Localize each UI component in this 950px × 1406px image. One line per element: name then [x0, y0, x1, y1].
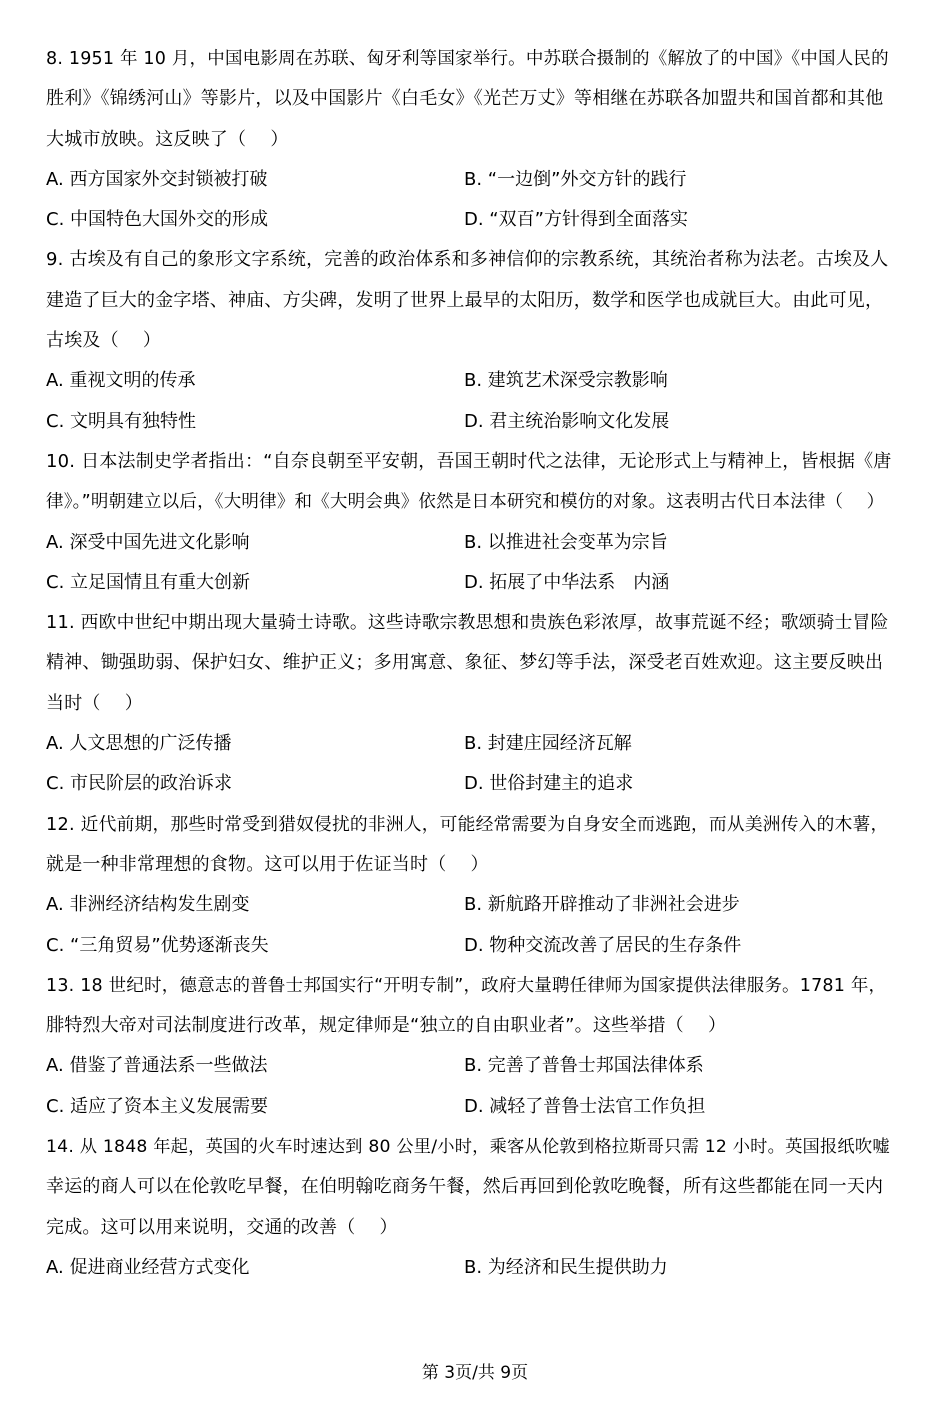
- question-text-line: 建造了巨大的金字塔、神庙、方尖碑，发明了世界上最早的太阳历，数学和医学也成就巨大。由此可见，: [46, 289, 884, 311]
- question-text-line: 就是一种非常理想的食物。这可以用于佐证当时（ ）: [46, 853, 489, 875]
- question-text-line: 腓特烈大帝对司法制度进行改革，规定律师是“独立的自由职业者”。这些举措（ ）: [46, 1015, 727, 1037]
- option-a: A. 深受中国先进文化影响: [46, 531, 250, 553]
- option-row: [46, 523, 892, 563]
- option-row: [46, 563, 892, 603]
- option-d: D. “双百”方针得到全面落实: [464, 209, 688, 231]
- option-row: [46, 361, 892, 401]
- question-12: [46, 805, 892, 966]
- question-text-line: 11. 西欧中世纪中期出现大量骑士诗歌。这些诗歌宗教思想和贵族色彩浓厚，故事荒诞不经；歌颂骑士冒险: [46, 613, 889, 634]
- question-14: [46, 1127, 892, 1288]
- option-b: B. 新航路开辟推动了非洲社会进步: [464, 894, 740, 916]
- option-d: D. 拓展了中华法系 内涵: [464, 571, 670, 593]
- question-text-line: 10. 日本法制史学者指出：“自奈良朝至平安朝，吾国王朝时代之法律，无论形式上与精神上，皆根据《唐: [46, 450, 892, 472]
- option-a: A. 非洲经济结构发生剧变: [46, 894, 250, 916]
- question-11: [46, 603, 892, 804]
- question-9: [46, 240, 892, 441]
- option-a: A. 人文思想的广泛传播: [46, 733, 232, 755]
- question-text-line: 完成。这可以用来说明，交通的改善（ ）: [46, 1216, 398, 1238]
- question-text-line: 胜利》《锦绣河山》等影片，以及中国影片《白毛女》《光芒万丈》等相继在苏联各加盟共和国首都和其他: [46, 88, 884, 110]
- option-b: B. 为经济和民生提供助力: [464, 1256, 668, 1278]
- option-c: C. 市民阶层的政治诉求: [46, 773, 233, 795]
- option-row: [46, 1248, 892, 1288]
- question-text-line: 大城市放映。这反映了（ ）: [46, 128, 289, 150]
- option-row: [46, 885, 892, 925]
- option-row: [46, 160, 892, 200]
- option-c: C. 中国特色大国外交的形成: [46, 209, 269, 231]
- question-13: [46, 966, 892, 1127]
- option-b: B. 完善了普鲁士邦国法律体系: [464, 1055, 704, 1077]
- option-b: B. 以推进社会变革为宗旨: [464, 531, 668, 553]
- question-text-line: 12. 近代前期，那些时常受到猎奴侵扰的非洲人，可能经常需要为自身安全而逃跑，而从美洲传入的木薯，: [46, 814, 889, 835]
- option-row: [46, 200, 892, 240]
- option-c: C. “三角贸易”优势逐渐丧失: [46, 934, 269, 956]
- question-text-line: 14. 从 1848 年起，英国的火车时速达到 80 公里/小时，乘客从伦敦到格拉斯哥只需 12 小时。英国报纸吹嘘: [46, 1137, 890, 1158]
- option-a: A. 借鉴了普通法系一些做法: [46, 1055, 268, 1077]
- question-text-line: 律》。”明朝建立以后，《大明律》和《大明会典》依然是日本研究和模仿的对象。这表明古代日本法律（ ）: [46, 492, 885, 513]
- option-row: [46, 724, 892, 764]
- question-10: [46, 442, 892, 603]
- option-row: [46, 926, 892, 966]
- option-c: C. 立足国情且有重大创新: [46, 571, 251, 593]
- option-row: [46, 764, 892, 804]
- question-text-line: 古埃及（ ）: [46, 330, 162, 352]
- question-text-line: 9. 古埃及有自己的象形文字系统，完善的政治体系和多神信仰的宗教系统，其统治者称为法老。古埃及人: [46, 249, 889, 271]
- document-page: [46, 39, 892, 1288]
- option-d: D. 减轻了普鲁士法官工作负担: [464, 1095, 706, 1117]
- option-d: D. 君主统治影响文化发展: [464, 410, 670, 432]
- question-text-line: 幸运的商人可以在伦敦吃早餐，在伯明翰吃商务午餐，然后再回到伦敦吃晚餐，所有这些都能在同一天内: [46, 1176, 884, 1198]
- question-8: [46, 39, 892, 240]
- question-text-line: 8. 1951 年 10 月，中国电影周在苏联、匈牙利等国家举行。中苏联合摄制的《解放了的中国》《中国人民的: [46, 49, 889, 69]
- option-d: D. 物种交流改善了居民的生存条件: [464, 934, 742, 956]
- option-c: C. 文明具有独特性: [46, 410, 197, 432]
- option-a: A. 西方国家外交封锁被打破: [46, 168, 268, 190]
- option-row: [46, 1046, 892, 1086]
- option-b: B. “一边倒”外交方针的践行: [464, 168, 687, 190]
- option-c: C. 适应了资本主义发展需要: [46, 1095, 269, 1117]
- option-b: B. 建筑艺术深受宗教影响: [464, 370, 668, 392]
- option-a: A. 促进商业经营方式变化: [46, 1256, 250, 1278]
- option-row: [46, 402, 892, 442]
- page-number: 第 3页/共 9页: [421, 1363, 529, 1383]
- question-text-line: 13. 18 世纪时，德意志的普鲁士邦国实行“开明专制”，政府大量聘任律师为国家提供法律服务。1781 年，: [46, 975, 887, 996]
- question-text-line: 当时（ ）: [46, 692, 143, 714]
- option-row: [46, 1087, 892, 1127]
- option-a: A. 重视文明的传承: [46, 370, 196, 392]
- option-b: B. 封建庄园经济瓦解: [464, 733, 632, 755]
- question-text-line: 精神、锄强助弱、保护妇女、维护正义；多用寓意、象征、梦幻等手法，深受老百姓欢迎。这主要反映出: [46, 652, 884, 674]
- option-d: D. 世俗封建主的追求: [464, 773, 634, 795]
